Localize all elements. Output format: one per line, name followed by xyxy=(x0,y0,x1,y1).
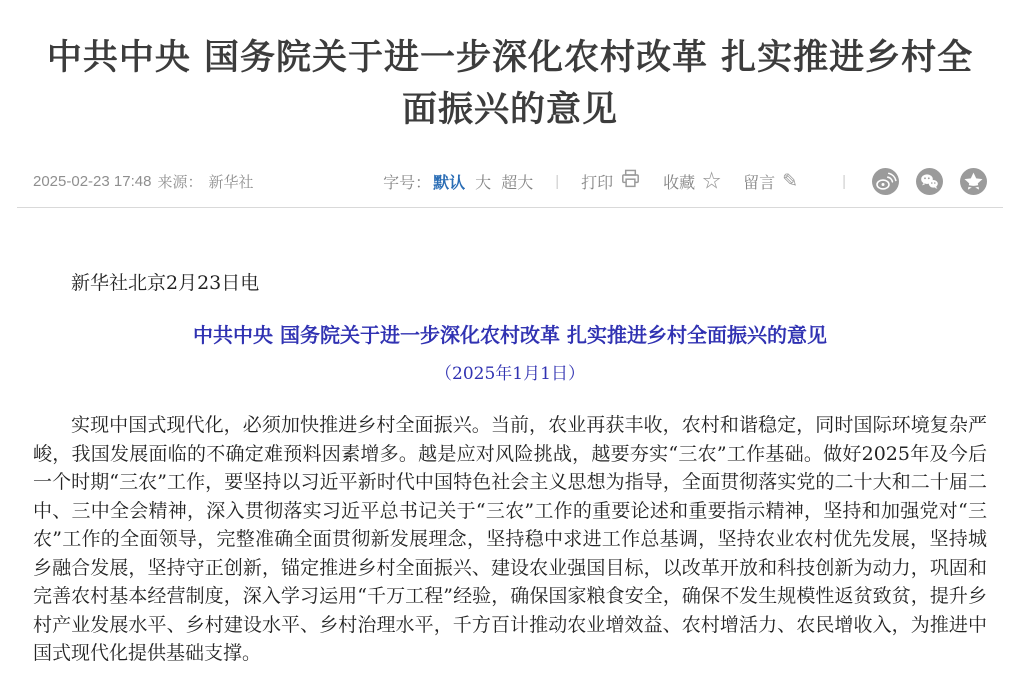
paragraph: 实现中国式现代化，必须加快推进乡村全面振兴。当前，农业再获丰收，农村和谐稳定，同时国际环境复杂严峻，我国发展面临的不确定难预料因素增多。越是应对风险挑战，越要夯实“三农”工作基础。做好2025年及今后一个时期“三农”工作，要坚持以习近平新时代中国特色社会主义思想为指导，全面贯彻落实党的二十大和二十届二中、三中全会精神，深入贯彻落实习近平总书记关于“三农”工作的重要论述和重要指示精神，坚持和加强党对“三农”工作的全面领导，完整准确全面贯彻新发展理念，坚持稳中求进工作总基调，坚持农业农村优先发展，坚持城乡融合发展，坚持守正创新，锚定推进乡村全面振兴、建设农业强国目标，以改革开放和科技创新为动力，巩固和完善农村基本经营制度，深入学习运用“千万工程”经验，确保国家粮食安全，确保不发生规模性返贫致贫，提升乡村产业发展水平、乡村建设水平、乡村治理水平，千方百计推动农业增效益、农村增活力、农民增收入，为推进中国式现代化提供基础支撑。 xyxy=(33,414,987,664)
font-size-xlarge-button[interactable]: 超大 xyxy=(501,174,534,192)
meta-controls xyxy=(383,168,987,195)
document-title: 中共中央 国务院关于进一步深化农村改革 扎实推进乡村全面振兴的意见 xyxy=(193,323,827,347)
divider-bar: | xyxy=(555,172,560,190)
favorite-button[interactable] xyxy=(663,170,721,193)
share-buttons xyxy=(872,168,987,195)
publish-datetime: 2025-02-23 17:48 xyxy=(33,172,152,190)
printer-icon xyxy=(620,168,641,194)
star-icon: ☆ xyxy=(702,170,722,192)
print-button[interactable] xyxy=(581,168,641,194)
meta-info xyxy=(33,171,253,192)
comment-button[interactable] xyxy=(743,170,798,193)
weibo-share-icon[interactable] xyxy=(872,168,899,195)
font-size-label: 字号： xyxy=(383,174,432,192)
print-label: 打印 xyxy=(581,174,614,192)
comment-label: 留言 xyxy=(743,174,776,192)
dateline: 新华社北京2月23日电 xyxy=(71,272,260,294)
page-title: 中共中央 国务院关于进一步深化农村改革 扎实推进乡村全面振兴的意见 xyxy=(46,38,974,130)
pencil-icon: ✎ xyxy=(782,170,799,192)
divider-bar: | xyxy=(842,172,846,190)
document-date: （2025年1月1日） xyxy=(435,364,585,384)
favorite-label: 收藏 xyxy=(663,174,696,192)
font-size-default-button[interactable]: 默认 xyxy=(433,174,466,192)
source-name: 新华社 xyxy=(208,173,254,191)
wechat-share-icon[interactable] xyxy=(916,168,943,195)
font-size-large-button[interactable]: 大 xyxy=(475,174,492,192)
source-label: 来源： xyxy=(157,173,203,191)
article-body xyxy=(0,208,1020,694)
meta-bar xyxy=(0,166,1020,196)
qzone-share-icon[interactable] xyxy=(960,168,987,195)
